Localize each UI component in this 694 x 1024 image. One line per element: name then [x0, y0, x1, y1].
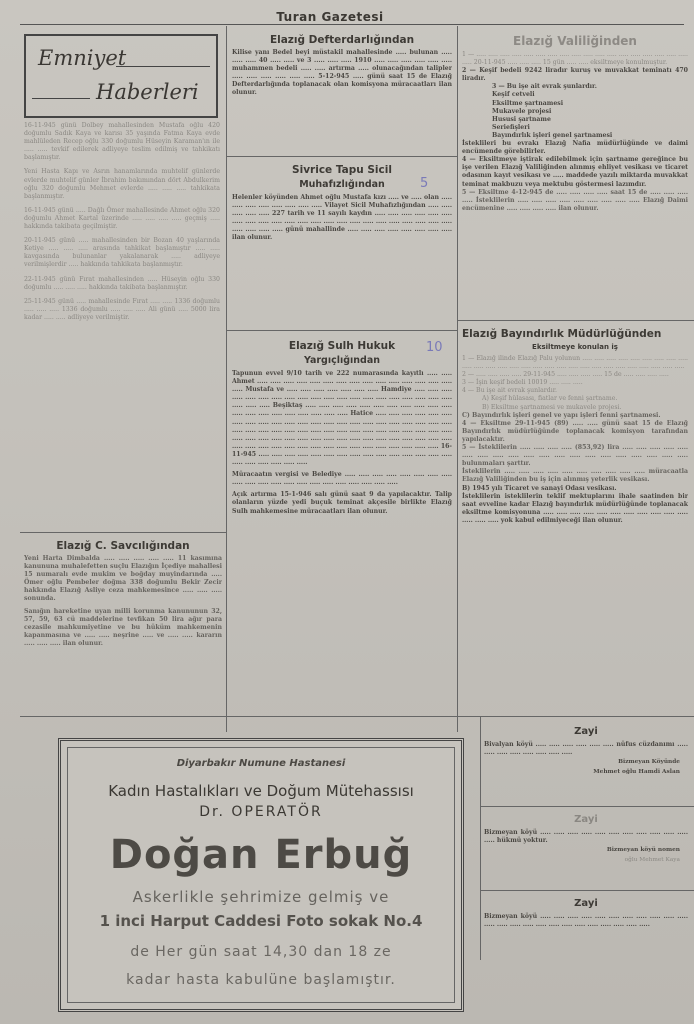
bayindirlik-paragraph: 4 — Eksiltme 29-11-945 (89) ..... ..... günü saat 15 de Elazığ Bayındırlık müdürlüğünde toplanacak komisyon tarafından yapılacaktır. — [462, 419, 688, 443]
bayindirlik-notice — [462, 324, 688, 710]
zayi-signature: Mehmet oğlu Hamdi Aslan — [593, 768, 680, 775]
emniyet-paragraph: 22-11-945 günü Fırat mahallesinden ..... Hüseyin oğlu 330 doğumlu ..... ..... ..... hakkında takibata başlanmıştır. — [24, 275, 220, 291]
emniyet-logo-rule — [32, 98, 90, 99]
bayindirlik-paragraph: 1 — Elazığ ilinde Elazığ Palu yolunun ..... ..... ..... ..... ..... ..... ..... ..... ..... ..... ..... ..... ..... ..... ..... ..... ..... ..... ..... ..... ..... ..... ..... ..... ..... ..... ..... ..... — [462, 355, 688, 371]
section-rule — [226, 156, 457, 157]
zayi-title: Zayi — [574, 898, 598, 909]
sulh-paragraph: Açık artırma 15-1-946 salı günü saat 9 da yapılacaktır. Talip olanların yüzde yedi buçuk teminat akçesile birlikte Elazığ Sulh mahkemesine müracaatları ilan olunur. — [232, 491, 452, 515]
bayindirlik-paragraph: 3 — İşin keşif bedeli 10019 ..... ..... ..... — [462, 379, 583, 387]
sulh-notice — [232, 336, 452, 710]
zayi-text: Bivalyan köyü ..... ..... ..... ..... ..... ..... nüfus cüzdanımı ..... ..... ..... ..... ..... ..... ..... ..... — [484, 741, 688, 757]
sulh-paragraph: Müracaatın vergisi ve Belediye ..... ..... ..... ..... ..... ..... ..... ..... ..... ..... ..... ..... ..... ..... ..... ..... ..... ..... ..... ..... ..... — [232, 471, 452, 487]
zayi-signature: Bizmeyan Köyünde — [618, 759, 680, 766]
savci-title: Elazığ C. Savcılığından — [56, 540, 190, 552]
emniyet-paragraph: 20-11-945 günü ..... mahallesinden bir Bozan 40 yaşlarında Ketiye ..... ..... ..... arasında tahkikat başlamıştır ..... ..... kavgasında bulunanlar yakalanarak ..... adliyeye verilmişlerdir ..... hakkında tahkikata başlanmıştır. — [24, 237, 220, 269]
vilayet-paragraph: 2 — Keşif bedeli 9242 liradır kuruş ve muvakkat teminatı 470 liradır. — [462, 67, 688, 83]
emniyet-title-line1: Emniyet — [38, 46, 127, 70]
bayindirlik-paragraph: 2 — ..... ..... ..... ..... 29-11-945 ..... ..... ..... ..... 15 de ..... ..... ..... ..... — [462, 371, 669, 379]
vilayet-paragraph: 5 — Eksiltme 4-12-945 de ..... ..... ..... ..... saat 15 de ..... ..... ..... ..... İsteklilerin ..... ..... ..... ..... ..... ..... ..... ..... ..... Elazığ Daimi encümenine ..... ..... ..... ..... ilan olunur. — [462, 188, 688, 212]
emniyet-paragraph: 16-11-945 günü Dolbey mahallesinden Mustafa oğlu 420 doğumlu Sadık Kaya ve karısı 35 yaşında Fatma Kaya evde mahlüleden Recep oğlu 330 doğumlu Hüseyin Karaman'ın ile ..... ..... tevkif edilerek adliyeye teslim edilmiş ve tahkikatı başlamıştır. — [24, 122, 220, 162]
zayi-notice-3 — [484, 892, 688, 958]
emniyet-logo-box — [24, 34, 218, 118]
ad-address: 1 inci Harput Caddesi Foto sokak No.4 — [99, 912, 423, 930]
sulh-title-line1: Elazığ Sulh Hukuk — [288, 340, 396, 352]
zayi-signature: Bizmeyan köyü nomen — [606, 847, 680, 854]
bayindirlik-paragraph: 4 — Bu işe ait evrak şunlardır. — [462, 387, 557, 395]
zayi-signature: oğlu Mehmet Kaya — [624, 856, 680, 863]
section-rule — [20, 532, 226, 533]
top-rule — [20, 24, 684, 25]
emniyet-title-line2: Haberleri — [96, 80, 199, 104]
bayindirlik-paragraph: 5 — İsteklilerin ..... ..... ..... ..... (853,92) lira ..... ..... ..... ..... ..... ..... ..... ..... ..... ..... ..... ..... ..... ..... ..... ..... ..... ..... ..... ..... bulunmaları şarttır. — [462, 444, 688, 468]
vilayet-paragraph: İsteklileri bu evrakı Elazığ Nafia müdürlüğünde ve daimi encümende görebilirler. — [462, 140, 688, 156]
vilayet-paragraph: 4 — Eksiltmeye iştirak edilebilmek için şartname gereğince bu işe verilen Elazığ Valiliğinden alınmış ehliyet vesikası ve ticaret odasının kayıt vesikası ve ..... maddede yazılı miktarda muvakkat teminat makbuzu veya mektubu göstermesi lazımdır. — [462, 156, 688, 188]
section-rule — [480, 890, 694, 891]
vilayet-paragraph: 1 — ..... ..... ..... ..... ..... ..... ..... ..... ..... ..... ..... ..... ..... ..... ..... ..... ..... ..... ..... 20-11-945 ..... ..... ..... 15 gün ..... ..... eksiltmeye konulmuştur. — [462, 51, 688, 67]
column-rule-2 — [457, 26, 458, 732]
tapu-title-line2: Muhafızlığından — [299, 179, 385, 190]
defterdar-title: Elazığ Defterdarlığından — [269, 34, 415, 46]
vilayet-list-item: Mukavele projesi — [492, 107, 552, 115]
defterdar-notice — [232, 30, 452, 152]
bayindirlik-paragraph: İsteklilerin ..... ..... ..... ..... ..... ..... ..... ..... ..... ..... müracaatla Elazığ Valiliğinden bu iş için alınmış yeterlik vesikası. — [462, 468, 688, 484]
emniyet-logo-rule — [116, 66, 210, 67]
bayindirlik-paragraph: İsteklilerin isteklilerin teklif mektuplarını ihale saatinden bir saat evveline kadar Elazığ bayındırlık müdürlüğünde toplanacak eksiltme komisyonuna ..... ..... ..... ..... ..... ..... ..... ..... ..... ..... ..... ..... ..... ..... yok kabul edilmiyeceği ilan olunur. — [462, 492, 688, 524]
vilayet-paragraph: 3 — Bu işe ait evrak şunlardır. — [492, 83, 597, 91]
ad-doctor-name: Doğan Erbuğ — [109, 832, 413, 878]
vilayet-notice — [462, 30, 688, 316]
sulh-paragraph: Tapunun evvel 9/10 tarih ve 222 numarasında kayıtlı ..... ..... Ahmet ..... ..... ..... ..... ..... ..... ..... ..... ..... ..... ..... ..... ..... ..... ..... ..... Mustafa ve ..... ..... ..... ..... ..... ..... ..... Hamdiye ..... ..... ..... ..... ..... ..... ..... ..... ..... ..... ..... ..... ..... ..... ..... ..... ..... ..... ..... ..... ..... ..... ..... Beşiktaş ..... ..... ..... ..... ..... ..... ..... ..... ..... ..... ..... ..... ..... ..... ..... ..... ..... ..... ..... ..... Hatice ..... ..... ..... ..... ..... ..... ..... ..... ..... ..... ..... ..... ..... ..... ..... ..... ..... ..... ..... ..... ..... ..... ..... ..... ..... ..... ..... ..... ..... ..... ..... ..... ..... ..... ..... ..... ..... ..... ..... ..... ..... ..... ..... ..... ..... ..... ..... ..... ..... ..... ..... ..... ..... ..... ..... ..... ..... ..... ..... ..... ..... ..... ..... ..... ..... ..... ..... ..... ..... ..... ..... ..... ..... 16-11-945 ..... ..... ..... ..... ..... ..... ..... ..... ..... ..... ..... ..... ..... ..... ..... ..... ..... ..... ..... ..... ..... — [232, 370, 452, 467]
bayindirlik-subtitle: Eksiltmeye konulan iş — [532, 343, 618, 351]
zayi-text: Bizmeyan köyü ..... ..... ..... ..... ..... ..... ..... ..... ..... ..... ..... ..... ..... ..... ..... ..... ..... ..... ..... ..... ..... ..... ..... ..... — [484, 913, 688, 929]
vilayet-list-item: Keşif cetveli — [492, 91, 535, 99]
ad-specialty: Kadın Hastalıkları ve Doğum Mütehassısı — [108, 782, 414, 800]
section-rule — [226, 330, 457, 331]
ad-title: Dr. OPERATÖR — [199, 804, 323, 820]
ink-mark: 10 — [426, 340, 443, 355]
savci-paragraph: Yeni Harta Dimbalda ..... ..... ..... ..... ..... 11 kasımına kanununa muhalefetten suçlu Elazığın İçediye mahallesi 15 numaralı evde mukim ve boğday muyindarında ..... Ömer oğlu Pembeler doğma 338 doğumlu Bekir Zecir hakkında Elazığ Asliye ceza mahkemesince ..... ..... ..... sonunda. — [24, 555, 222, 603]
ink-mark: 5 — [420, 176, 429, 191]
sulh-title-line2: Yargıçlığından — [303, 355, 381, 366]
zayi-title: Zayi — [574, 814, 598, 825]
doctor-advertisement — [58, 738, 464, 1012]
savci-notice — [24, 536, 222, 716]
column-rule-3 — [480, 716, 481, 960]
bayindirlik-paragraph: C) Bayındırlık işleri genel ve yapı işleri fenni şartnamesi. — [462, 411, 661, 419]
defterdar-paragraph: Kilise yanı Bedel beyi müstakil mahallesinde ..... bulunan ..... ..... ..... 40 ..... ..... ve 3 ..... ..... ..... 1910 ..... ..... ..... ..... ..... ..... muhammen bedeli ..... ..... artırma ..... olunacağından talipler ..... ..... ..... ..... ..... ..... 5-12-945 ..... günü saat 15 de Elazığ Defterdarlığında toplanacak olan komisyona müracaatları ilan olunur. — [232, 49, 452, 97]
vilayet-title: Elazığ Valiliğinden — [513, 34, 637, 48]
tapu-notice — [232, 160, 452, 326]
emniyet-paragraph: 25-11-945 günü ..... mahallesinde Fırat ..... ..... 1336 doğumlu ..... ..... ..... 1336 doğumlu ..... ..... ..... Ali günü ..... 5000 lira kadar ..... ..... adliyeye verilmiştir. — [24, 297, 220, 321]
section-rule — [20, 716, 694, 717]
ad-text: Askerlikle şehrimize gelmiş ve — [132, 888, 390, 906]
vilayet-list-item: Seriefişleri — [492, 123, 530, 131]
tapu-paragraph: Helenler köyünden Ahmet oğlu Mustafa kızı ..... ve ..... olan ..... ..... ..... ..... ..... ..... ..... ..... Vilayet Sicil Muhafızlığından ..... ..... ..... ..... ..... 227 tarih ve 11 sayılı kaydın ..... ..... ..... ..... ..... ..... ..... ..... ..... ..... ..... ..... ..... ..... ..... ..... ..... ..... ..... ..... ..... ..... ..... ..... ..... ..... ..... günü mahallinde ..... ..... ..... ..... ..... ..... ..... ..... ilan olunur. — [232, 194, 452, 242]
bayindirlik-paragraph: B) 1945 yılı Ticaret ve sanayi Odası vesikası. — [462, 484, 617, 492]
bayindirlik-title: Elazığ Bayındırlık Müdürlüğünden — [462, 328, 662, 340]
masthead: Turan Gazetesi — [276, 10, 384, 24]
zayi-notice-1 — [484, 720, 688, 804]
emniyet-paragraph: Yeni Hasta Kapı ve Asrın hanamlarında muhtelif günlerde evlerde muhtelif günler İbrahim bakımından dört Abdulkerim oğlu 320 doğumlu Mehmet evlerde ..... ..... ..... tahkikata başlanmıştır. — [24, 168, 220, 200]
ad-inner-frame — [67, 747, 455, 1003]
zayi-text: Bizmeyan köyü ..... ..... ..... ..... ..... ..... ..... ..... ..... ..... ..... ..... hükmü yoktur. — [484, 829, 688, 845]
section-rule — [480, 806, 694, 807]
ad-text: kadar hasta kabulüne başlamıştır. — [126, 972, 396, 988]
emniyet-paragraph: 16-11-945 günü ..... Dağlı Ömer mahallesinde Ahmet oğlu 320 doğumlu Ahmet Kartal üzerinde ..... ..... ..... ..... geçmiş ..... hakkında takibata geçilmiştir. — [24, 206, 220, 231]
tapu-title-line1: Sivrice Tapu Sicil — [292, 164, 392, 176]
column-rule-1 — [226, 26, 227, 732]
section-rule — [457, 320, 694, 321]
ad-hospital: Diyarbakır Numune Hastanesi — [176, 758, 346, 769]
savci-paragraph: Sanığın hareketine uyan milli korunma kanununun 32, 57, 59, 63 cü maddelerine tevfikan 50 lira ağır para cezasile mahkumiyetine ve bu hüküm mahkemenin kapanmasına ve ..... ..... neşrine ..... ve ..... ..... kararın ..... ..... ..... ilan olunur. — [24, 607, 222, 647]
bayindirlik-list-item: A) Keşif hülasası, fiatlar ve fenni şartname. — [482, 395, 618, 403]
bayindirlik-list-item: B) Eksiltme şartnamesi ve mukavele projesi. — [482, 403, 622, 411]
vilayet-list-item: Hususi şartname — [492, 115, 551, 123]
vilayet-list-item: Eksiltme şartnamesi — [492, 99, 564, 107]
zayi-title: Zayi — [574, 726, 598, 737]
ad-hours: de Her gün saat 14,30 dan 18 ze — [130, 944, 392, 960]
zayi-notice-2 — [484, 808, 688, 888]
vilayet-list-item: Bayındırlık işleri genel şartnamesi — [492, 131, 613, 139]
emniyet-news-column — [24, 122, 220, 526]
